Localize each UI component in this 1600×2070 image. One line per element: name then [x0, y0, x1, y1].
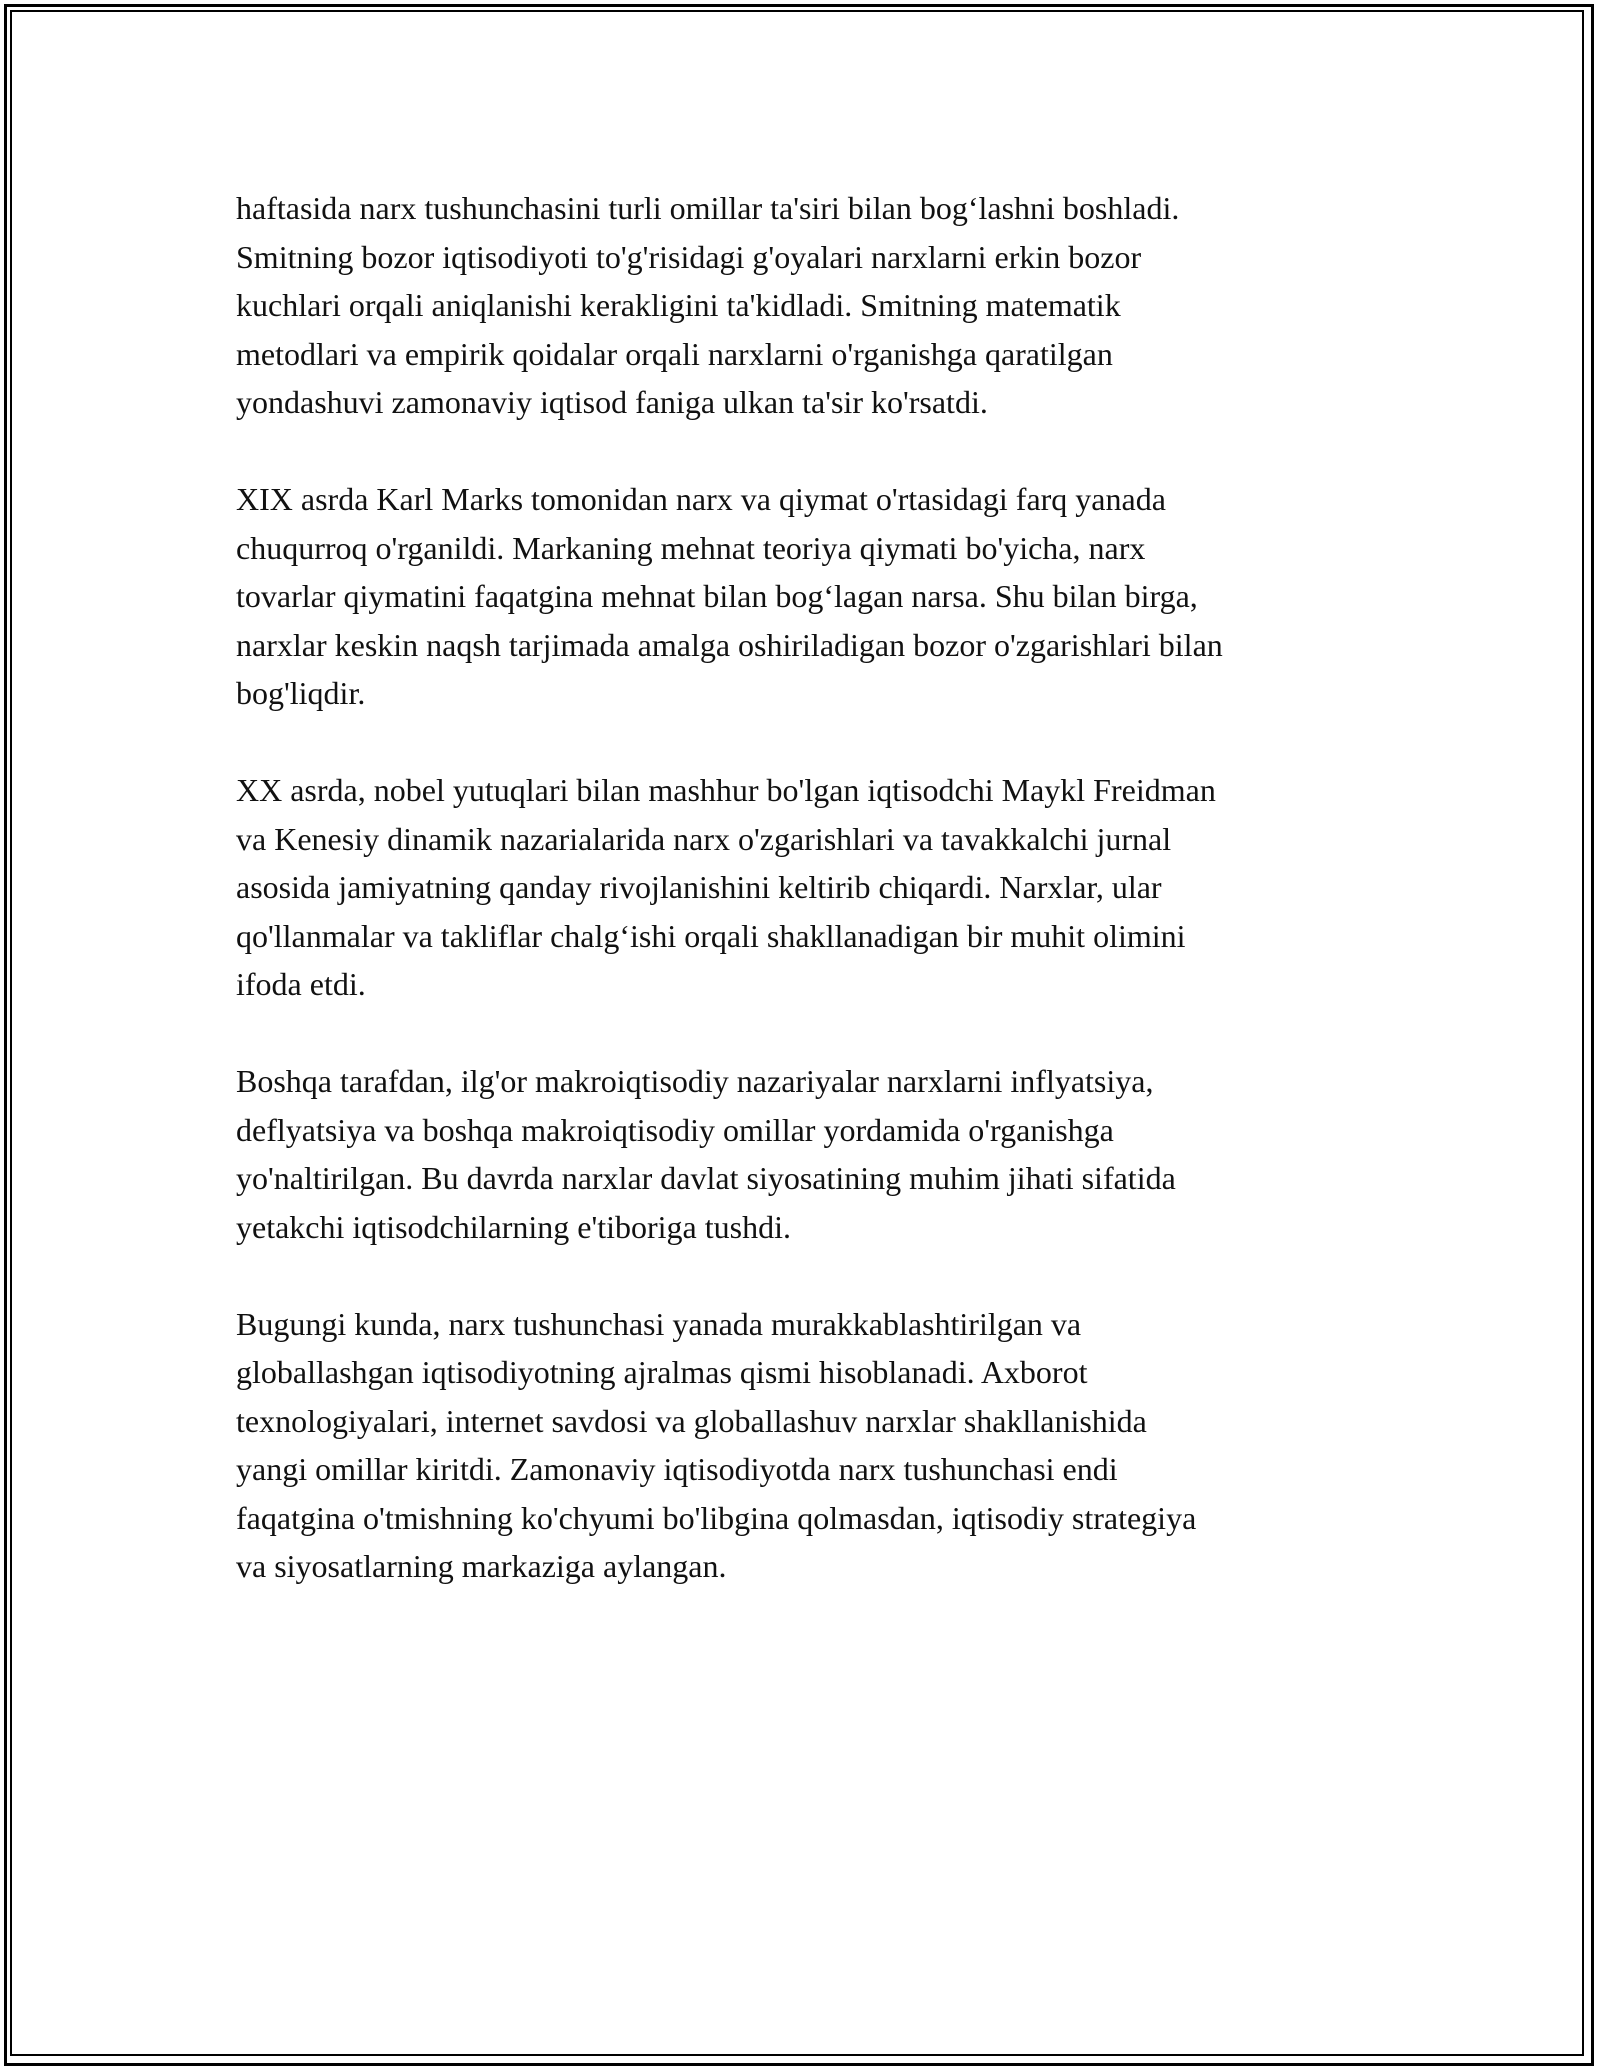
text-line: texnologiyalari, internet savdosi va globallashuv narxlar shakllanishida — [236, 1402, 1147, 1439]
text-line: bog'liqdir. — [236, 675, 366, 711]
text-line: Bugungi kunda, narx tushunchasi yanada murakkablashtirilgan va — [236, 1305, 1082, 1342]
document-body — [236, 184, 1386, 1639]
text-line: tovarlar qiymatini faqatgina mehnat bilan bog‘lagan narsa. Shu bilan birga, — [236, 578, 1198, 614]
text-line: ifoda etdi. — [236, 966, 366, 1002]
paragraph-adam-smith — [236, 184, 1386, 427]
paragraph-today — [236, 1300, 1386, 1591]
text-line: metodlari va empirik qoidalar orqali narxlarni o'rganishga qaratilgan — [236, 335, 1113, 372]
text-line: yo'naltirilgan. Bu davrda narxlar davlat siyosatining muhim jihati sifatida — [236, 1160, 1176, 1196]
text-line: va Kenesiy dinamik nazarialarida narx o'zgarishlari va tavakkalchi jurnal — [236, 820, 1172, 857]
paragraph-twentieth-century — [236, 766, 1386, 1009]
text-line: qo'llanmalar va takliflar chalg‘ishi orqali shakllanadigan bir muhit olimini — [236, 917, 1186, 954]
text-line: faqatgina o'tmishning ko'chyumi bo'libgina qolmasdan, iqtisodiy strategiya — [236, 1499, 1197, 1536]
text-line: kuchlari orqali aniqlanishi kerakligini ta'kidladi. Smitning matematik — [236, 287, 1121, 323]
paragraph-macroeconomics — [236, 1057, 1386, 1251]
text-line: XIX asrda Karl Marks tomonidan narx va qiymat o'rtasidagi farq yanada — [236, 481, 1166, 517]
text-line: narxlar keskin naqsh tarjimada amalga oshiriladigan bozor o'zgarishlari bilan — [236, 626, 1223, 663]
text-line: yondashuvi zamonaviy iqtisod faniga ulkan ta'sir ko'rsatdi. — [236, 384, 988, 420]
text-line: XX asrda, nobel yutuqlari bilan mashhur bo'lgan iqtisodchi Maykl Freidman — [236, 772, 1216, 808]
text-line: globallashgan iqtisodiyotning ajralmas qismi hisoblanadi. Axborot — [236, 1354, 1088, 1390]
text-line: Smitning bozor iqtisodiyoti to'g'risidagi g'oyalari narxlarni erkin bozor — [236, 238, 1142, 275]
paragraph-karl-marx — [236, 475, 1386, 718]
text-line: chuqurroq o'rganildi. Markaning mehnat teoriya qiymati bo'yicha, narx — [236, 529, 1146, 566]
text-line: yetakchi iqtisodchilarning e'tiboriga tushdi. — [236, 1208, 791, 1245]
text-line: yangi omillar kiritdi. Zamonaviy iqtisodiyotda narx tushunchasi endi — [236, 1451, 1118, 1487]
text-line: haftasida narx tushunchasini turli omillar ta'siri bilan bog‘lashni boshladi. — [236, 190, 1180, 226]
text-line: Boshqa tarafdan, ilg'or makroiqtisodiy nazariyalar narxlarni inflyatsiya, — [236, 1063, 1154, 1099]
text-line: deflyatsiya va boshqa makroiqtisodiy omillar yordamida o'rganishga — [236, 1111, 1114, 1148]
text-line: asosida jamiyatning qanday rivojlanishini keltirib chiqardi. Narxlar, ular — [236, 869, 1162, 905]
text-line: va siyosatlarning markaziga aylangan. — [236, 1548, 727, 1584]
